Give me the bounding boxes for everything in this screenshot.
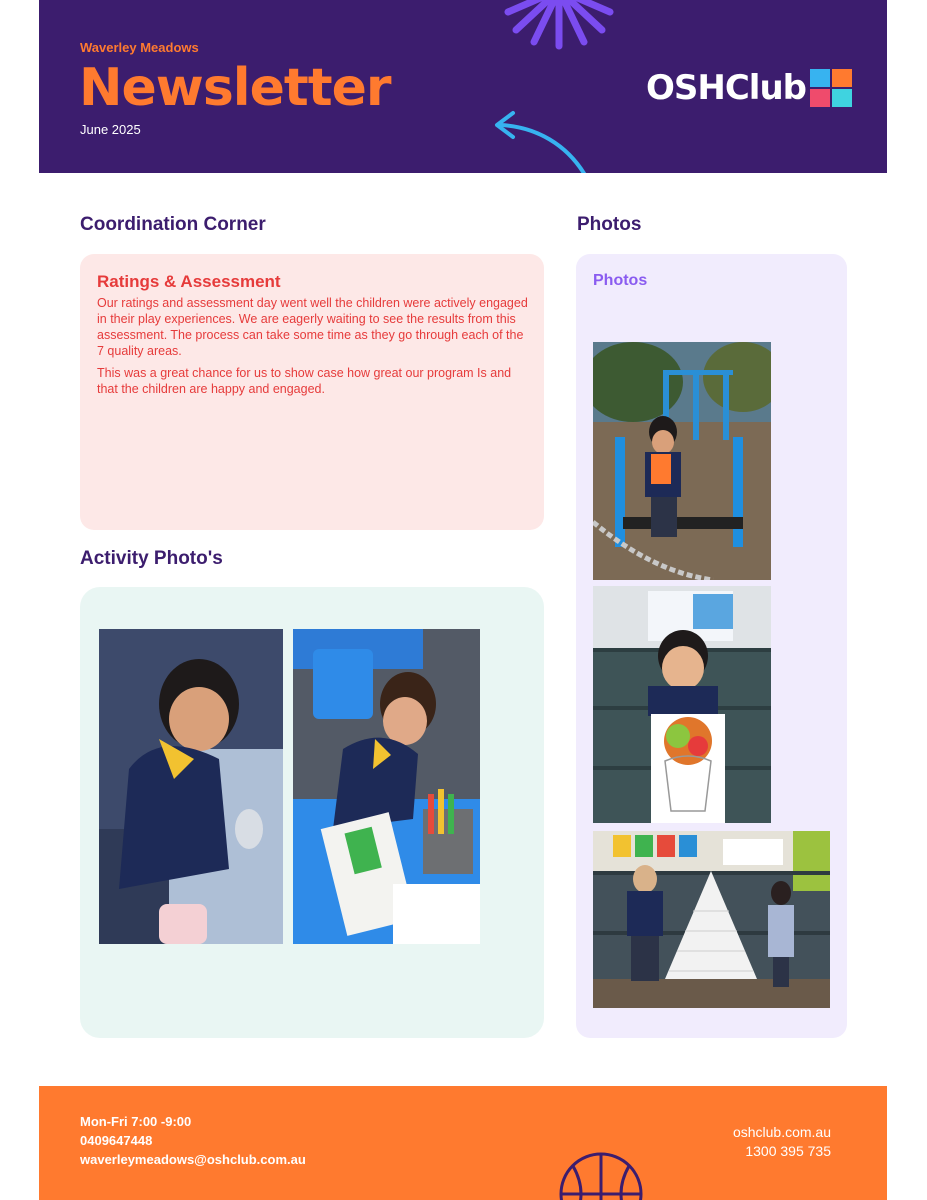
ratings-paragraph: Our ratings and assessment day went well the children were actively engaged in their play experiences. We are eagerly waiting to see the results from this assessment. The process can take some time as they go through each of the 7 quality areas.: [97, 296, 528, 358]
service-hours: Mon-Fri 7:00 -9:00: [80, 1114, 192, 1129]
company-website[interactable]: oshclub.com.au: [732, 1124, 831, 1140]
photos-card-title: Photos: [593, 272, 648, 289]
photos-card: [576, 254, 847, 1038]
logo-text: OSHClub: [646, 68, 806, 108]
basketball-icon: [559, 1152, 643, 1200]
activity-photos-card: [80, 587, 544, 1038]
newsletter-footer: [39, 1086, 887, 1200]
page-title: Newsletter: [79, 58, 391, 118]
playground-photo[interactable]: [593, 342, 771, 580]
photos-section-title: Photos: [577, 214, 642, 235]
mothers-day-photo[interactable]: [593, 586, 771, 823]
activity-photo-2[interactable]: [293, 629, 480, 944]
ratings-card-title: Ratings & Assessment: [97, 272, 281, 291]
issue-date: June 2025: [80, 122, 141, 137]
service-email[interactable]: waverleymeadows@oshclub.com.au: [80, 1152, 306, 1167]
activity-photo-1[interactable]: [99, 629, 283, 944]
newsletter-header: [39, 0, 887, 173]
activity-section-title: Activity Photo's: [80, 548, 223, 569]
sunburst-decoration: [504, 0, 614, 50]
arrow-decoration: [487, 105, 597, 173]
service-phone[interactable]: 0409647448: [80, 1133, 153, 1148]
coordination-section-title: Coordination Corner: [80, 214, 266, 235]
ratings-paragraph: This was a great chance for us to show case how great our program Is and that the children are happy and engaged.: [97, 366, 512, 396]
ratings-card-body: [97, 295, 529, 403]
logo-blocks-icon: [810, 69, 852, 107]
footer-company: [733, 1123, 831, 1161]
cup-tower-photo[interactable]: [593, 831, 830, 1008]
school-name: Waverley Meadows: [80, 40, 199, 55]
footer-contact: [80, 1112, 306, 1169]
ratings-card: [80, 254, 544, 530]
company-phone[interactable]: 1300 395 735: [745, 1143, 831, 1159]
oshclub-logo: [646, 68, 852, 108]
